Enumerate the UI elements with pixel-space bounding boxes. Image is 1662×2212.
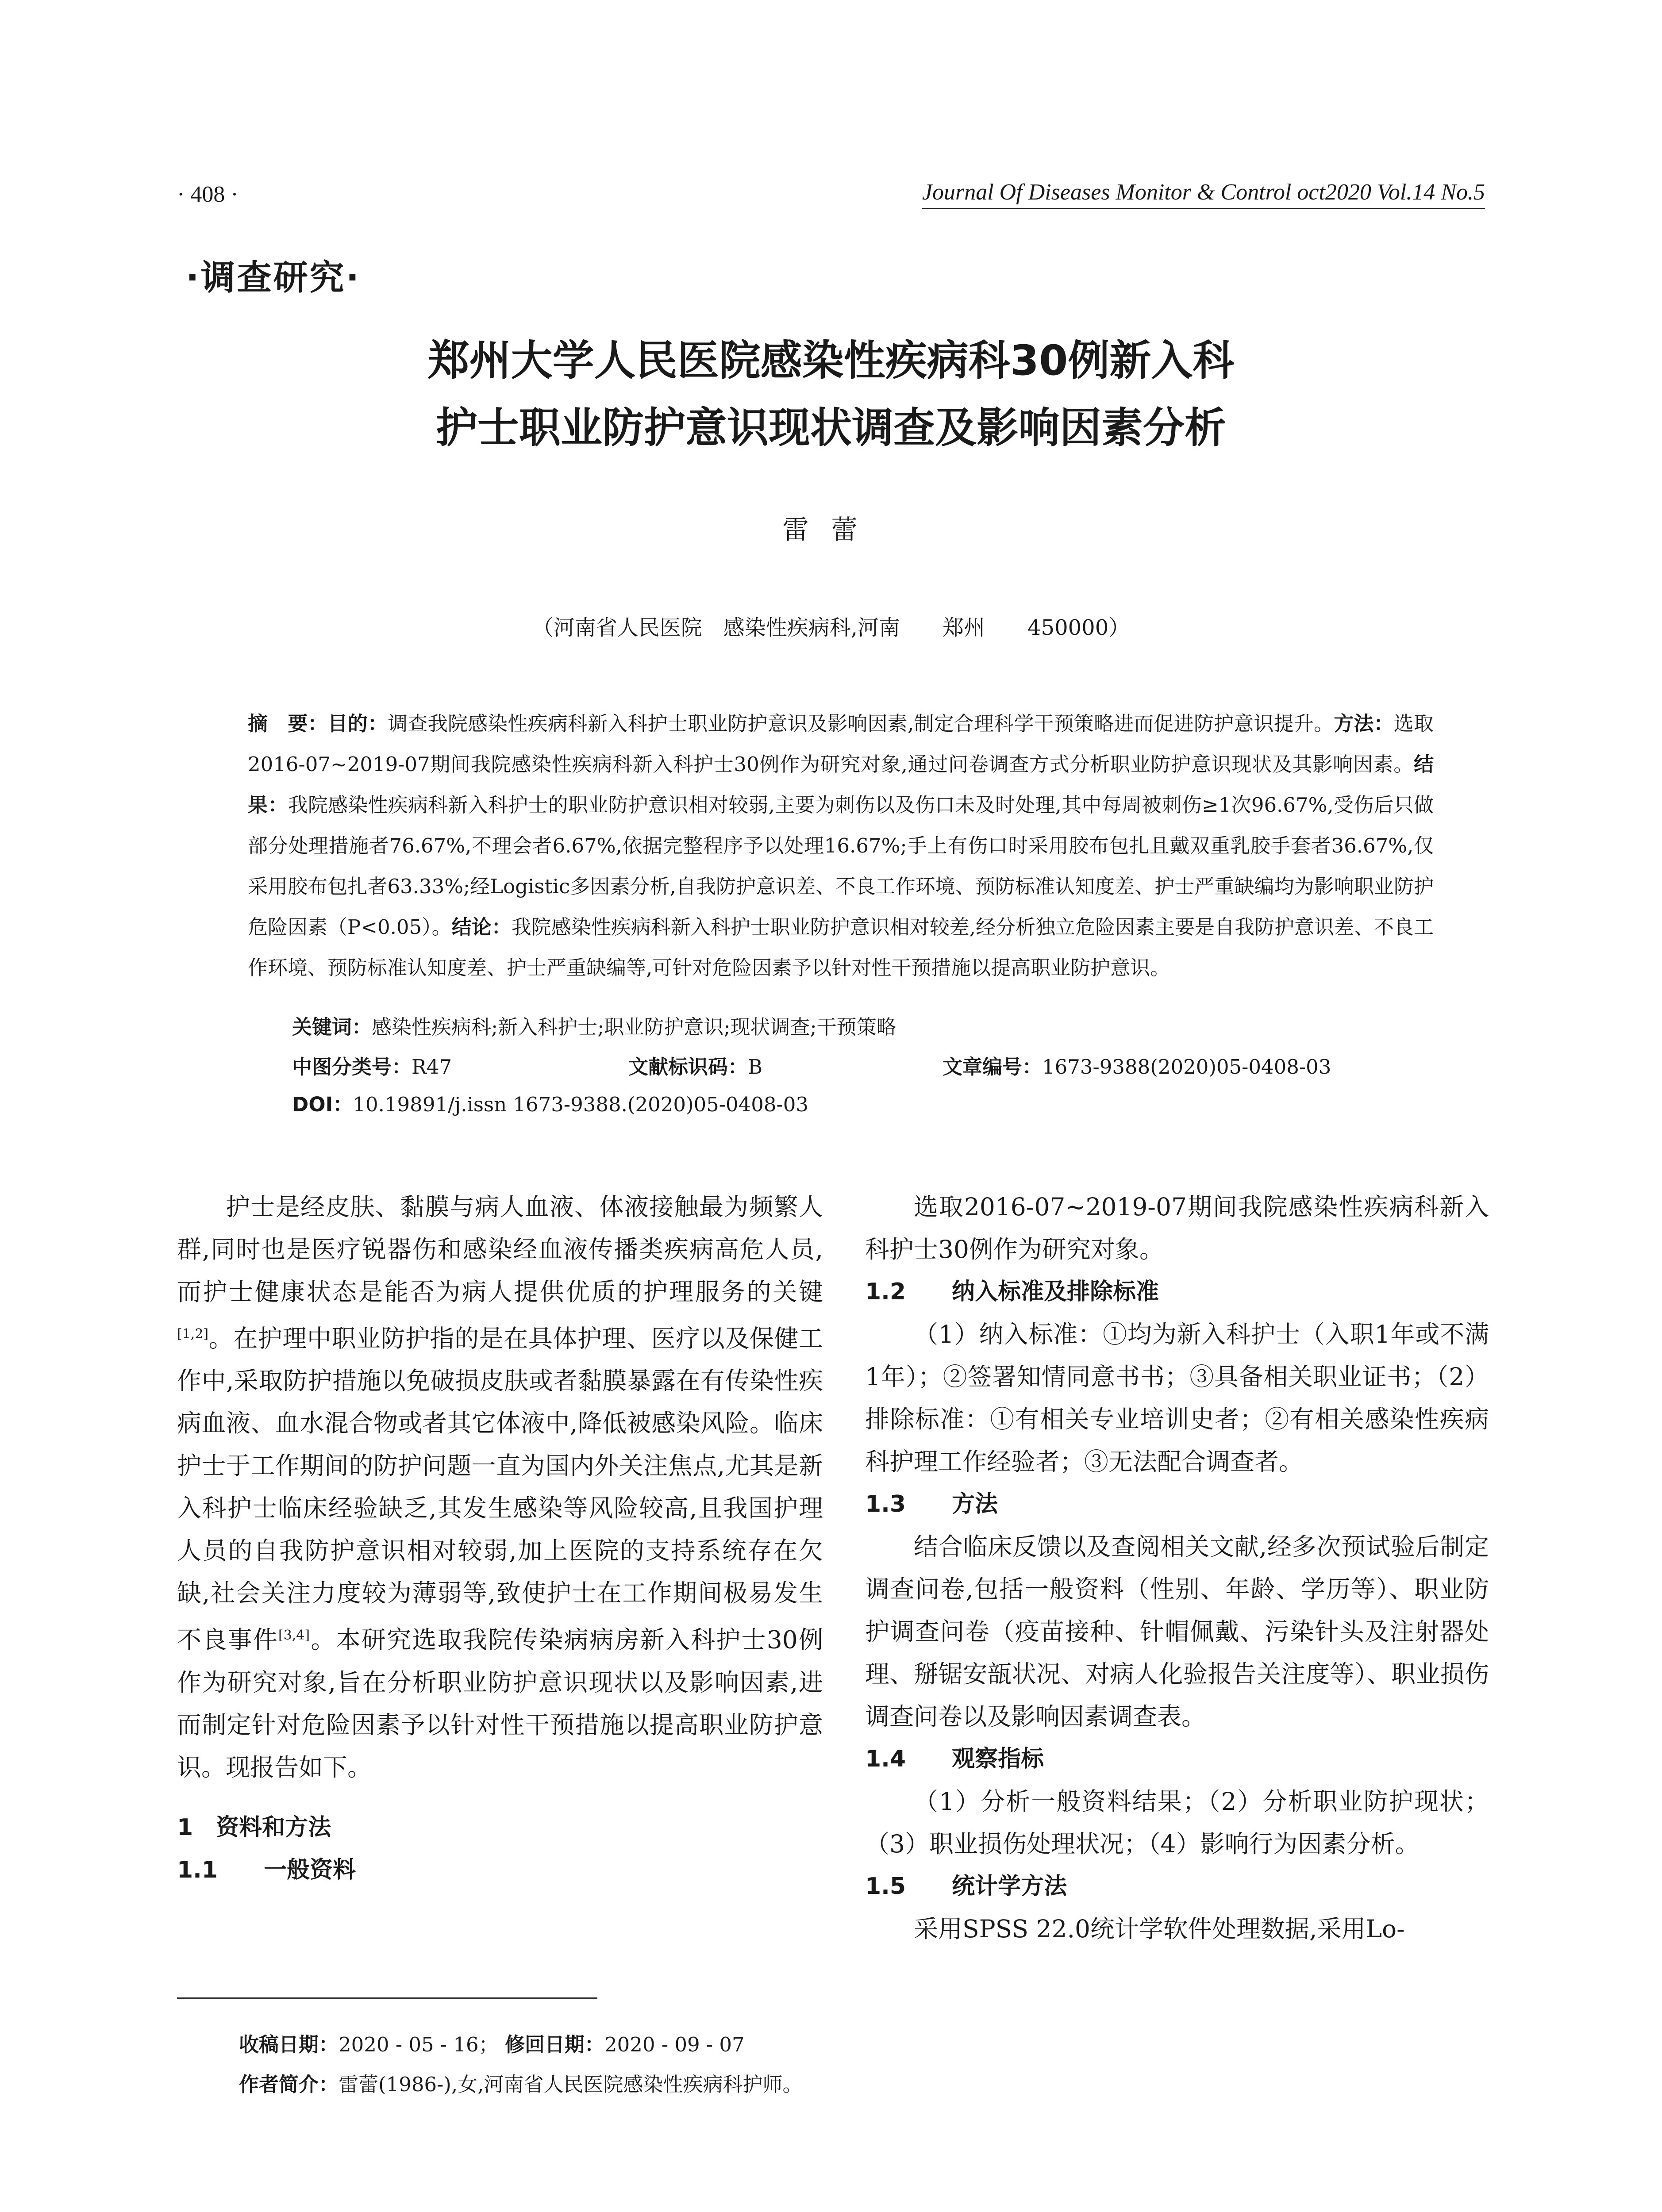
intro-text-1: 护士是经皮肤、黏膜与病人血液、体液接触最为频繁人群,同时也是医疗锐器伤和感染经血液传播类疾病高危人员,而护士健康状态是能否为病人提供优质的护理服务的关键 xyxy=(177,1193,823,1306)
results-text: 我院感染性疾病科新入科护士的职业防护意识相对较弱,主要为刺伤以及伤口未及时处理,其中每周被刺伤≥1次96.67%,受伤后只做部分处理措施者76.67%,不理会者6.67%,依据完整程序予以处理16.67%;手上有伤口时采用胶布包扎且戴双重乳胶手套者36.67%,仅采用胶布包扎者63.33%;经Logistic多因素分析,自我防护意识差、不良工作环境、预防标准认知度差、护士严重缺编均为影响职业防护危险因素（P<0.05）。 xyxy=(248,793,1434,939)
section-heading-1-5: 1.5 统计学方法 xyxy=(865,1873,1067,1900)
title-line-1: 郑州大学人民医院感染性疾病科30例新入科 xyxy=(427,337,1235,385)
intro-paragraph xyxy=(177,1186,823,1789)
bio-label: 作者简介： xyxy=(239,2073,339,2096)
section-heading-1-3: 1.3 方法 xyxy=(865,1491,998,1517)
footnote-rule xyxy=(177,1997,597,1999)
doc-code-value: B xyxy=(748,1055,763,1079)
clc-value: R47 xyxy=(412,1055,452,1079)
objective-label: 目的： xyxy=(327,712,388,735)
received-value: 2020 - 05 - 16； xyxy=(339,2033,499,2056)
method-paragraph: 结合临床反馈以及查阅相关文献,经多次预试验后制定调查问卷,包括一般资料（性别、年龄、学历等）、职业防护调查问卷（疫苗接种、针帽佩戴、污染针头及注射器处理、掰锯安瓿状况、对病人化验报告关注度等）、职业损伤调查问卷以及影响因素调查表。 xyxy=(865,1532,1489,1731)
abstract-label: 摘 要： xyxy=(248,712,328,735)
observation-paragraph: （1）分析一般资料结果；（2）分析职业防护现状；（3）职业损伤处理状况；（4）影响行为因素分析。 xyxy=(865,1787,1489,1858)
bio-value: 雷蕾(1986-),女,河南省人民医院感染性疾病科护师。 xyxy=(339,2073,803,2096)
page-number: · 408 · xyxy=(177,182,239,207)
left-column xyxy=(177,1186,823,1891)
citation-1-2: [1,2] xyxy=(177,1326,209,1342)
affiliation: （河南省人民医院 感染性疾病科,河南 郑州 450000） xyxy=(532,615,1130,640)
article-no-label: 文章编号： xyxy=(943,1055,1043,1079)
results-label: 结果： xyxy=(248,753,1434,817)
conclusion-label: 结论： xyxy=(451,915,512,939)
intro-text-2: 。在护理中职业防护指的是在具体护理、医疗以及保健工作中,采取防护措施以免破损皮肤或者黏膜暴露在有传染性疾病血液、血水混合物或者其它体液中,降低被感染风险。临床护士于工作期间的防护问题一直为国内外关注焦点,尤其是新入科护士临床经验缺乏,其发生感染等风险较高,且我国护理人员的自我防护意识相对较弱,加上医院的支持系统存在欠缺,社会关注力度较为薄弱等,致使护士在工作期间极易发生不良事件 xyxy=(177,1324,823,1654)
section-heading-1-2: 1.2 纳入标准及排除标准 xyxy=(865,1279,1159,1305)
criteria-paragraph: （1）纳入标准：①均为新入科护士（入职1年或不满1年）；②签署知情同意书书；③具备相关职业证书；（2）排除标准：①有相关专业培训史者；②有相关感染性疾病科护理工作经验者；③无法配合调查者。 xyxy=(865,1320,1489,1476)
section-tag: ·调查研究· xyxy=(186,258,361,298)
clc-label: 中图分类号： xyxy=(292,1055,412,1079)
clc-code xyxy=(292,1051,452,1079)
section-heading-1: 1 资料和方法 xyxy=(177,1814,331,1841)
subjects-paragraph: 选取2016-07~2019-07期间我院感染性疾病科新入科护士30例作为研究对象。 xyxy=(865,1193,1489,1263)
right-column xyxy=(865,1186,1489,1950)
methods-label: 方法： xyxy=(1334,712,1394,735)
article-number xyxy=(943,1051,1331,1079)
objective-text: 调查我院感染性疾病科新入科护士职业防护意识及影响因素,制定合理科学干预策略进而促进防护意识提升。 xyxy=(388,712,1334,735)
doi-value: 10.19891/j.issn 1673-9388.(2020)05-0408-03 xyxy=(353,1093,808,1116)
dates-footnote xyxy=(239,2028,745,2057)
received-label: 收稿日期： xyxy=(239,2033,339,2056)
methods-text: 选取2016-07~2019-07期间我院感染性疾病科新入科护士30例作为研究对象,通过问卷调查方式分析职业防护意识现状及其影响因素。 xyxy=(248,712,1434,776)
journal-header: Journal Of Diseases Monitor & Control oct2020 Vol.14 No.5 xyxy=(922,179,1485,209)
keywords-label: 关键词： xyxy=(292,1015,372,1039)
intro-text-3: 。本研究选取我院传染病病房新入科护士30例作为研究对象,旨在分析职业防护意识现状以及影响因素,进而制定针对危险因素予以针对性干预措施以提高职业防护意识。现报告如下。 xyxy=(177,1625,823,1782)
doc-code-label: 文献标识码： xyxy=(628,1055,748,1079)
keywords xyxy=(292,1011,896,1040)
revised-label: 修回日期： xyxy=(505,2033,605,2056)
abstract xyxy=(248,703,1434,988)
doi-label: DOI： xyxy=(292,1093,353,1116)
title-line-2: 护士职业防护意识现状调查及影响因素分析 xyxy=(435,404,1226,452)
revised-value: 2020 - 09 - 07 xyxy=(604,2033,745,2056)
conclusion-text: 我院感染性疾病科新入科护士职业防护意识相对较差,经分析独立危险因素主要是自我防护意识差、不良工作环境、预防标准认知度差、护士严重缺编等,可针对危险因素予以针对性干预措施以提高职业防护意识。 xyxy=(248,915,1434,979)
doc-code xyxy=(628,1051,762,1079)
statistics-paragraph: 采用SPSS 22.0统计学软件处理数据,采用Lo- xyxy=(914,1915,1405,1943)
section-heading-1-4: 1.4 观察指标 xyxy=(865,1746,1044,1772)
citation-3-4: [3,4] xyxy=(278,1628,310,1644)
article-no-value: 1673-9388(2020)05-0408-03 xyxy=(1042,1055,1331,1079)
keywords-value: 感染性疾病科;新入科护士;职业防护意识;现状调查;干预策略 xyxy=(372,1015,896,1039)
paper-title xyxy=(0,327,1662,462)
author-bio-footnote xyxy=(239,2068,802,2097)
doi xyxy=(292,1088,808,1117)
author: 雷蕾 xyxy=(782,515,880,545)
section-heading-1-1: 1.1 一般资料 xyxy=(177,1856,356,1883)
